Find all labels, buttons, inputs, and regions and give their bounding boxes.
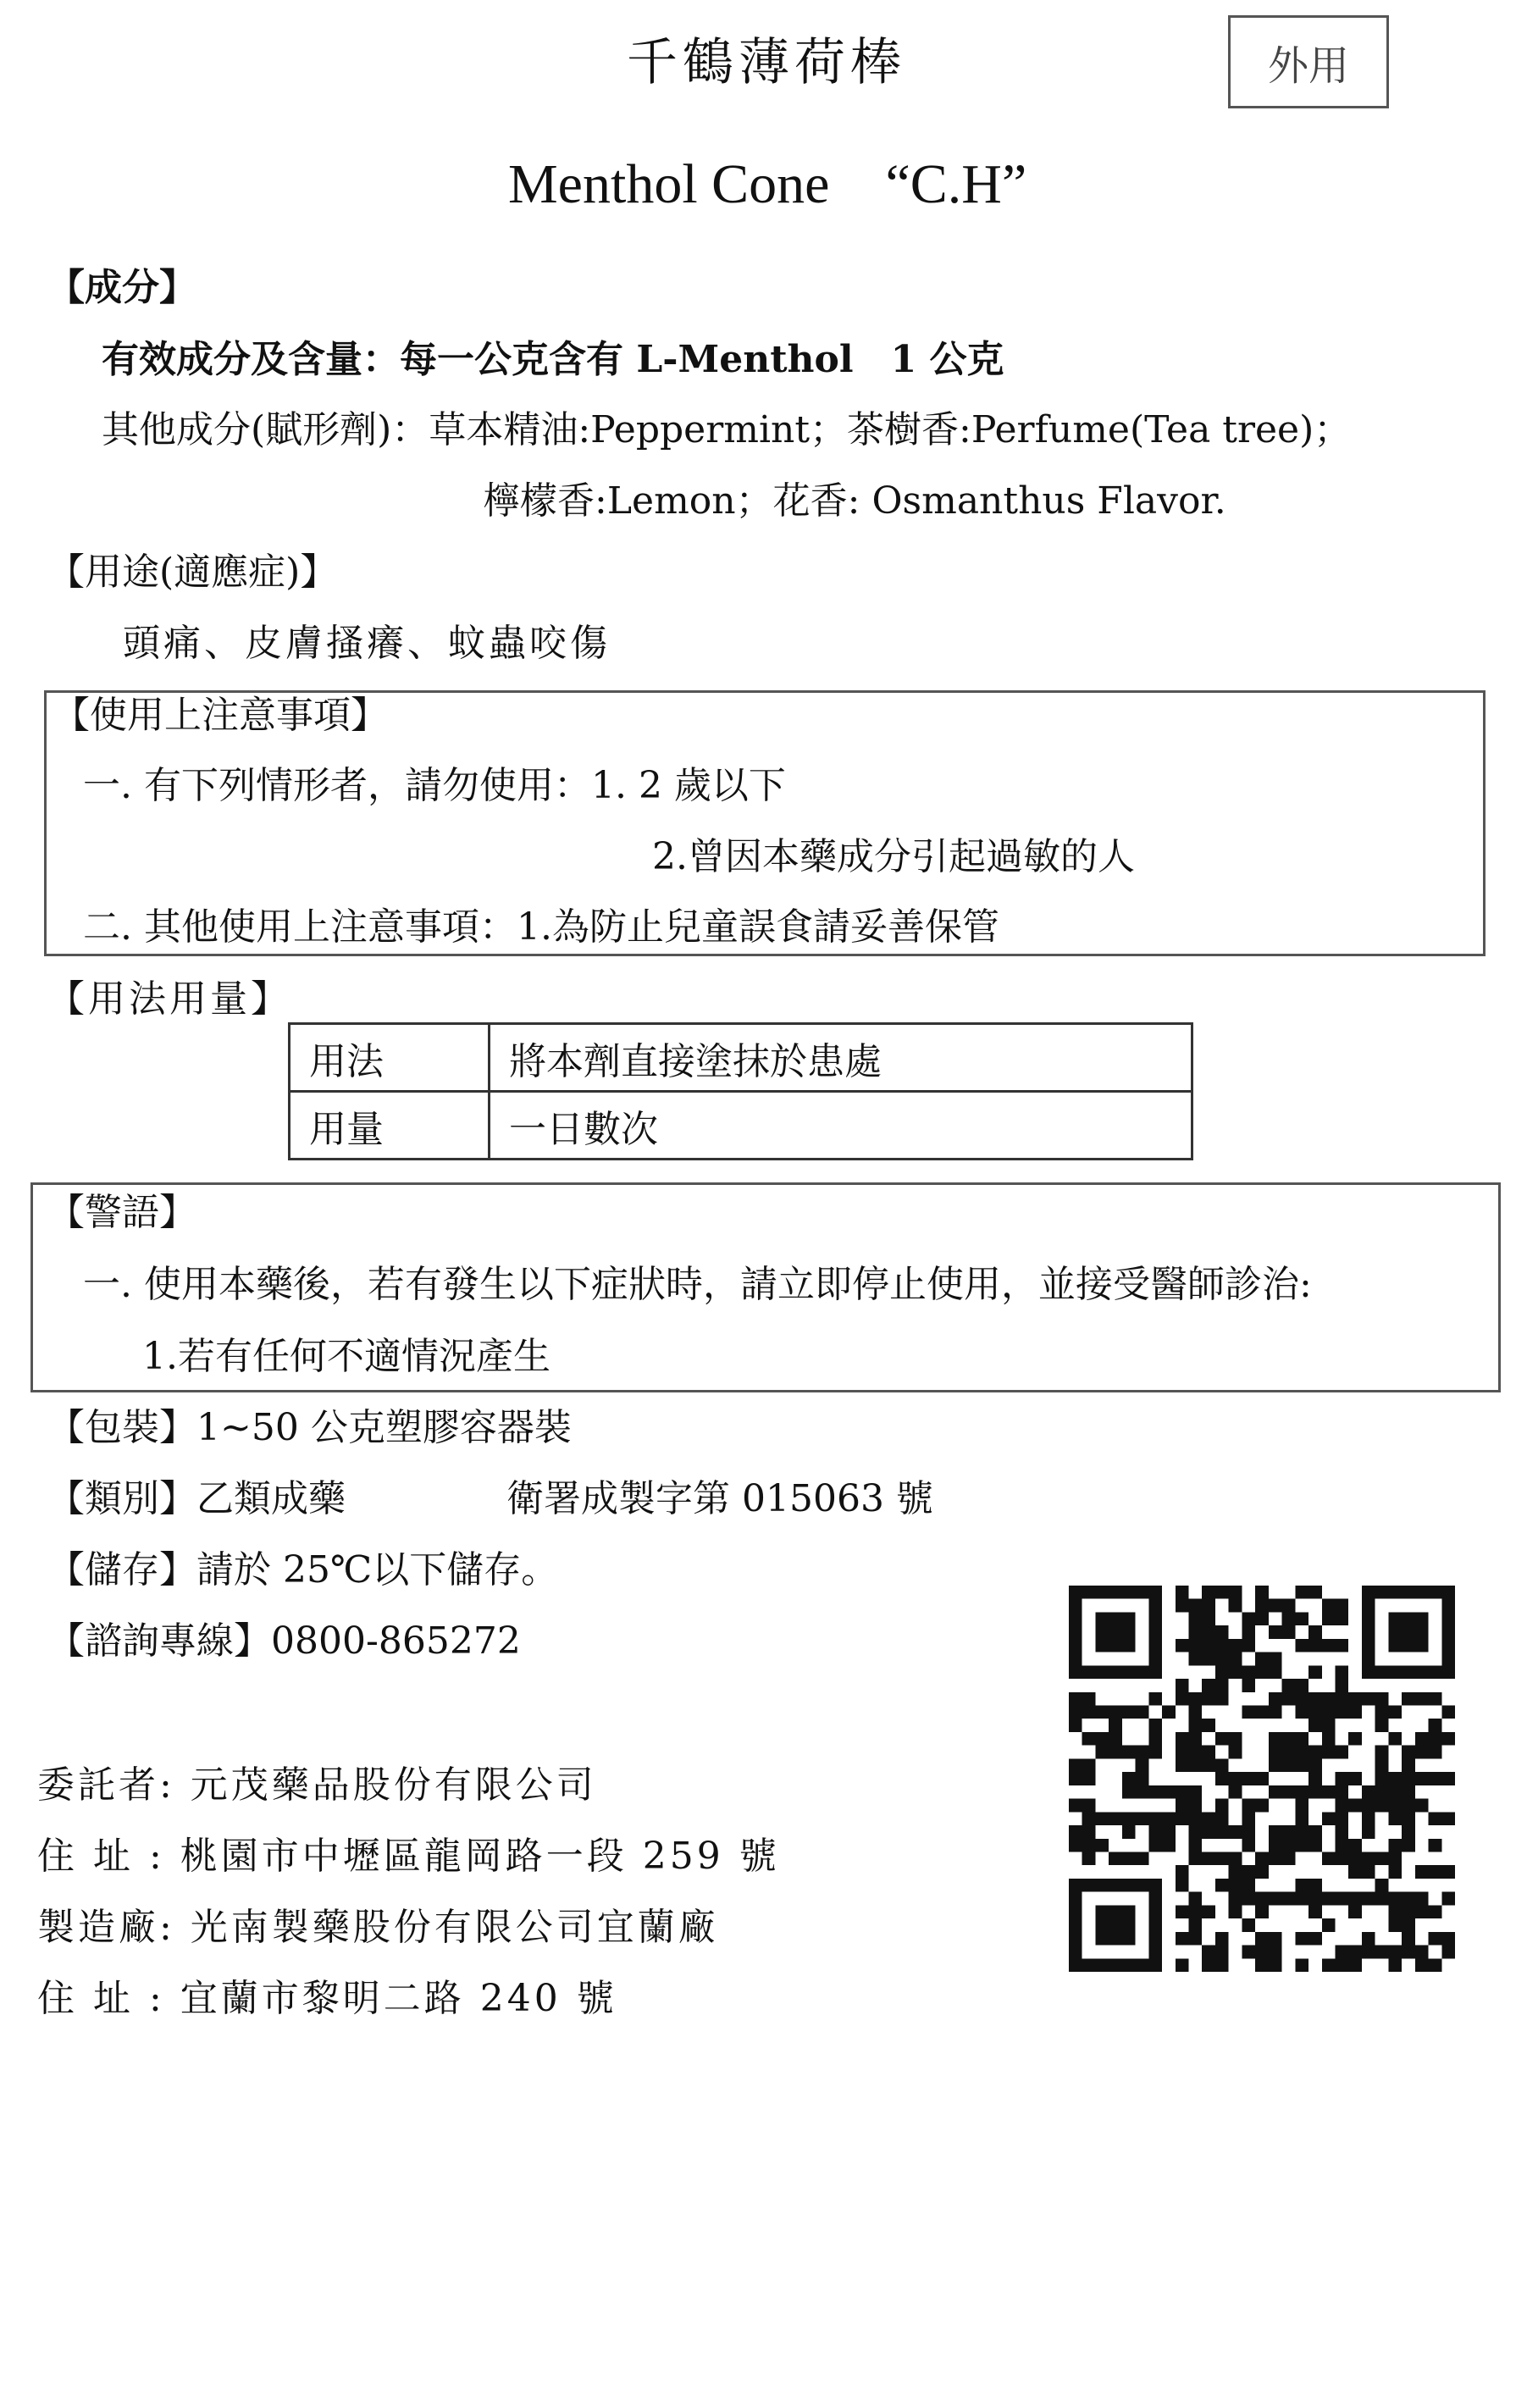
storage-info: 【儲存】請於 25℃以下儲存。: [47, 1548, 559, 1591]
category-info: 【類別】乙類成藥: [47, 1477, 346, 1520]
consignor: 委託者: 元茂藥品股份有限公司: [37, 1763, 597, 1807]
external-use-badge: 外用: [1228, 15, 1389, 108]
hotline-info: 【諮詢專線】0800-865272: [47, 1619, 521, 1663]
dosage-amount-value: 一日數次: [490, 1092, 1192, 1160]
indications-heading: 【用途(適應症)】: [47, 551, 338, 594]
other-ingredients-line2: 檸檬香:Lemon；花香: Osmanthus Flavor.: [483, 479, 1226, 523]
indications-text: 頭痛、皮膚搔癢、蚊蟲咬傷: [123, 622, 611, 665]
warning-item-1: 一. 使用本藥後，若有發生以下症狀時，請立即停止使用，並接受醫師診治:: [83, 1263, 1312, 1306]
manufacturer-address: 住 址 : 宜蘭市黎明二路 240 號: [37, 1977, 617, 2020]
packaging-info: 【包裝】1~50 公克塑膠容器裝: [47, 1406, 572, 1449]
table-row: [290, 1024, 1192, 1092]
product-title-chinese: 千鶴薄荷棒: [627, 33, 906, 92]
dosage-method-value: 將本劑直接塗抹於患處: [490, 1024, 1192, 1092]
precaution-item-1-sub-2: 2.曾因本藥成分引起過敏的人: [652, 835, 1135, 878]
qr-code-icon: [1069, 1586, 1455, 1972]
warnings-heading: 【警語】: [47, 1191, 196, 1234]
precaution-item-1: 一. 有下列情形者，請勿使用：1. 2 歲以下: [83, 764, 786, 807]
dosage-heading: 【用法用量】: [47, 977, 291, 1021]
warning-item-1-sub: 1.若有任何不適情況產生: [142, 1335, 550, 1378]
manufacturer: 製造廠: 光南製藥股份有限公司宜蘭廠: [37, 1906, 719, 1949]
table-row: [290, 1092, 1192, 1160]
precaution-item-2: 二. 其他使用上注意事項：1.為防止兒童誤食請妥善保管: [83, 905, 999, 949]
other-ingredients-line1: 其他成分(賦形劑)：草本精油:Peppermint；茶樹香:Perfume(Tea tree)；: [102, 408, 1352, 451]
consignor-address: 住 址 : 桃園市中壢區龍岡路一段 259 號: [37, 1835, 780, 1878]
dosage-method-label: 用法: [290, 1024, 490, 1092]
product-title-english: Menthol Cone “C.H”: [508, 153, 1027, 215]
dosage-amount-label: 用量: [290, 1092, 490, 1160]
dosage-table: [288, 1022, 1193, 1160]
active-ingredient: 有效成分及含量：每一公克含有 L-Menthol 1 公克: [102, 338, 1004, 381]
precautions-heading: 【使用上注意事項】: [53, 694, 388, 737]
license-number: 衛署成製字第 015063 號: [506, 1477, 933, 1520]
ingredients-heading: 【成分】: [47, 266, 196, 309]
